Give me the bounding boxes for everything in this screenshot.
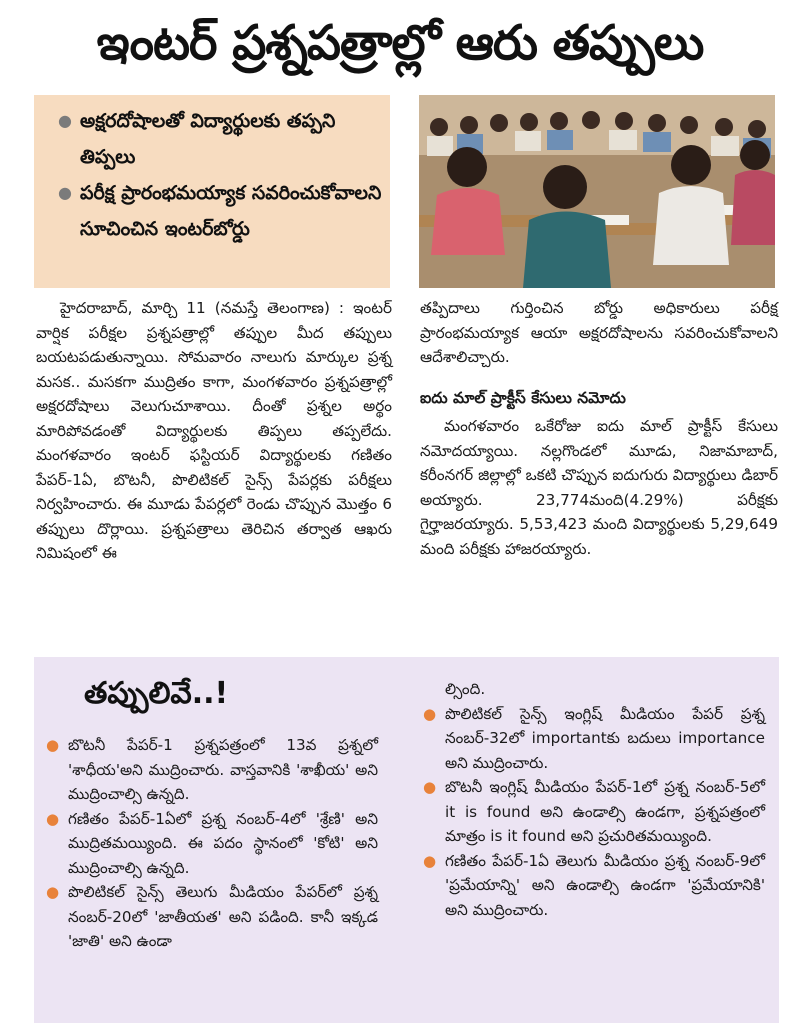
error-continuation: ల్సింది. xyxy=(445,680,486,698)
article-left-column xyxy=(36,296,392,566)
error-item xyxy=(46,880,378,954)
article-paragraph: మంగళవారం ఒకేరోజు ఐదు మాల్ ప్రాక్టీస్ కేసులు నమోదయ్యాయి. నల్లగొండలో మూడు, నిజామాబాద్, కరీంనగర్ జిల్లాల్లో ఒకటి చొప్పున ఐదుగురు విద్యార్థులు డిబార్ అయ్యారు. 23,774మంది(4.29%) పరీక్షకు గైర్హాజరయ్యారు. 5,53,423 మంది విద్యార్థులకు 5,29,649 మంది పరీక్షకు హాజరయ్యారు. xyxy=(420,417,778,558)
bullet-icon: ● xyxy=(58,111,72,130)
bullet-icon: ● xyxy=(46,883,60,901)
error-text: గణితం పేపర్-1ఏలో ప్రశ్న నంబర్-4లో 'శ్రేణి' అని ముద్రితమయ్యింది. ఈ పదం స్థానంలో 'కోటి' అని ముద్రించాల్సి ఉన్నది. xyxy=(68,809,378,877)
highlight-text: పరీక్ష ప్రారంభమయ్యాక సవరించుకోవాలని సూచించిన ఇంటర్‌బోర్డు xyxy=(80,182,382,240)
bullet-icon: ● xyxy=(46,809,60,828)
error-text: బొటనీ పేపర్-1 ప్రశ్నపత్రంలో 13వ ప్రశ్నలో 'శాధీయ'అని ముద్రించారు. వాస్తవానికి 'శాఖీయ' అని ముద్రించాల్సి ఉన్నది. xyxy=(68,736,378,803)
bullet-icon: ● xyxy=(46,736,60,754)
error-item xyxy=(46,733,378,807)
errors-title: తప్పులివే..! xyxy=(84,676,229,711)
errors-left-column xyxy=(46,733,378,954)
error-text: పొలిటికల్ సైన్స్ తెలుగు మీడియం పేపర్‌లో ప్రశ్న నంబర్-20లో 'జాతీయత' అని పడింది. కానీ ఇక్కడ 'జాతి' అని ఉండా xyxy=(68,883,378,950)
highlight-item xyxy=(52,103,382,175)
bullet-icon: ● xyxy=(423,778,437,796)
highlights-box xyxy=(34,95,390,288)
error-text: గణితం పేపర్-1ఏ తెలుగు మీడియం ప్రశ్న నంబర్-9లో 'ప్రమేయాన్ని' అని ఉండాల్సి ఉండగా 'ప్రమేయానికి' అని ముద్రించారు. xyxy=(445,851,765,919)
error-text: బొటనీ ఇంగ్లిష్ మీడియం పేపర్-1లో ప్రశ్న నంబర్-5లో it is found అని ఉండాల్సి ఉండగా, ప్రశ్నపత్రంలో మాత్రం is it found అని ప్రచురితమయ్యింది. xyxy=(445,778,765,845)
bullet-icon: ● xyxy=(423,851,437,870)
error-item xyxy=(46,807,378,881)
students-exam-photo xyxy=(419,95,775,288)
highlight-text: అక్షరదోషాలతో విద్యార్థులకు తప్పని తిప్పలు xyxy=(80,110,336,168)
article-paragraph: తప్పిదాలు గుర్తించిన బోర్డు అధికారులు పరీక్ష ప్రారంభమయ్యాక ఆయా అక్షరదోషాలను సవరించుకోవాలని ఆదేశాలిచ్చారు. xyxy=(420,299,778,366)
bullet-icon: ● xyxy=(423,704,437,723)
article-right-column xyxy=(420,296,778,561)
error-item xyxy=(423,849,765,923)
errors-right-column xyxy=(423,677,765,922)
article-paragraph: హైదరాబాద్, మార్చి 11 (నమస్తే తెలంగాణ) : ఇంటర్ వార్షిక పరీక్షల ప్రశ్నపత్రాల్లో తప్పుల మీద తప్పులు బయటపడుతున్నాయి. సోమవారం నాలుగు మార్కుల ప్రశ్న మసక.. మసకగా ముద్రితం కాగా, మంగళవారం ప్రశ్నపత్రాల్లో అక్షరదోషాలు వెలుగుచూశాయి. దీంతో ప్రశ్నల అర్థం మారిపోవడంతో విద్యార్థులకు తిప్పలు తప్పలేదు. మంగళవారం ఇంటర్ ఫస్టియర్ విద్యార్థులకు గణితం పేపర్-1ఏ, బొటనీ, పొలిటికల్ సైన్స్ పేపర్లకు పరీక్షలు నిర్వహించారు. ఈ మూడు పేపర్లలో రెండు చొప్పున మొత్తం 6 తప్పులు దొర్లాయి. ప్రశ్నపత్రాలు తెరిచిన తర్వాత ఆఖరు నిమిషంలో ఈ xyxy=(36,299,392,562)
error-item xyxy=(423,775,765,849)
photo-illustration xyxy=(419,95,775,288)
highlight-item xyxy=(52,175,382,247)
section-subheading: ఐదు మాల్ ప్రాక్టీస్ కేసులు నమోదు xyxy=(420,388,626,407)
error-text: పొలిటికల్ సైన్స్ ఇంగ్లిష్ మీడియం పేపర్ ప్రశ్న నంబర్-32లో importantకు బదులు importance అని ముద్రించారు. xyxy=(445,704,765,772)
headline: ఇంటర్ ప్రశ్నపత్రాల్లో ఆరు తప్పులు xyxy=(96,15,704,71)
error-item xyxy=(423,702,765,776)
bullet-icon: ● xyxy=(58,183,72,202)
